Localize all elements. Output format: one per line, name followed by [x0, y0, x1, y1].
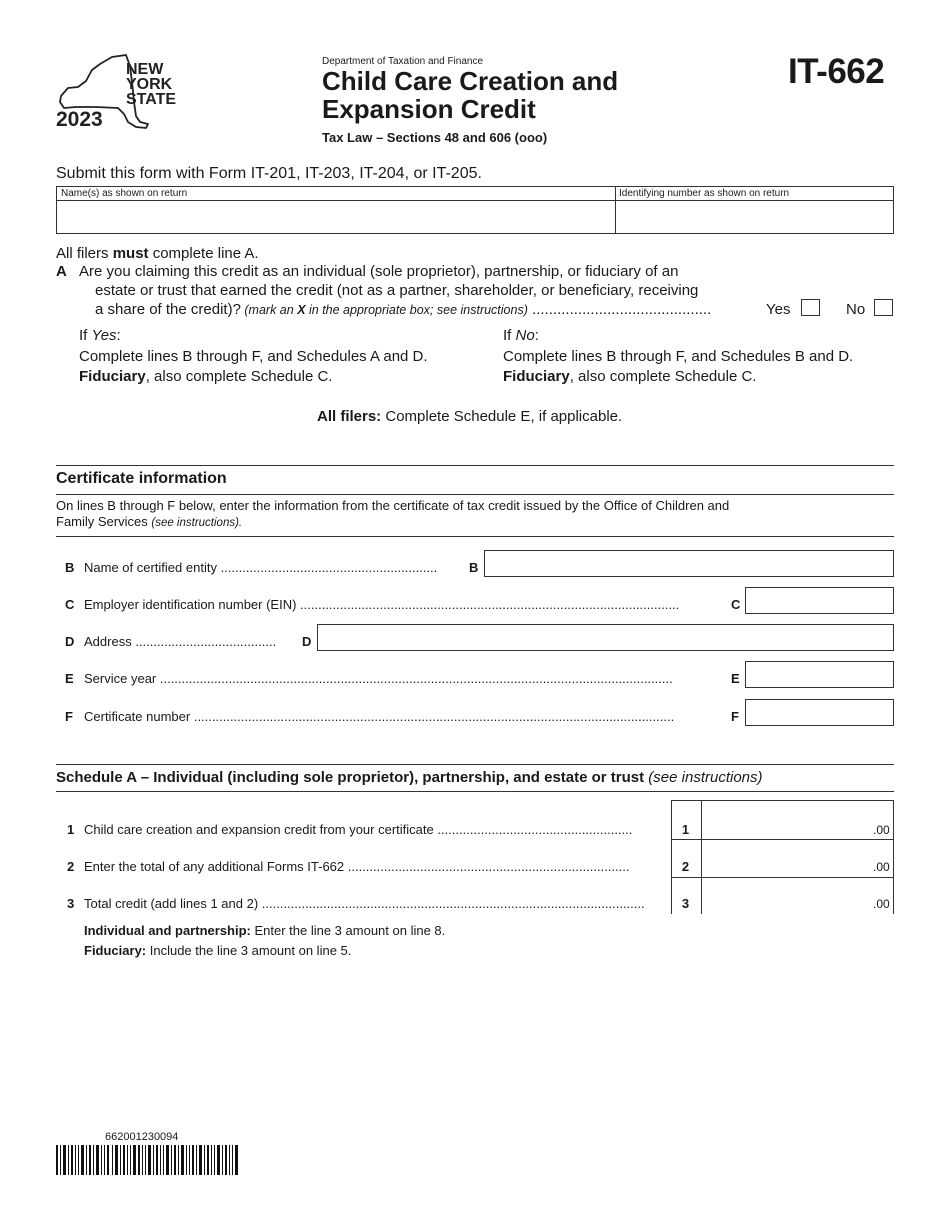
line-2-label — [84, 859, 666, 874]
q3-dots: ........................................... — [527, 301, 712, 318]
line-d-label — [84, 634, 294, 649]
line-e-text: Service year — [84, 671, 157, 686]
line-2-amount-input[interactable] — [701, 839, 873, 875]
line-a-q2: estate or trust that earned the credit (not as a partner, shareholder, or beneficiary, receiving — [95, 282, 699, 299]
barcode — [56, 1145, 240, 1175]
line-b-text: Name of certified entity — [84, 560, 217, 575]
line-f-letter: F — [65, 709, 73, 724]
yes-line2 — [79, 368, 332, 385]
schedule-a-note-1 — [84, 923, 445, 938]
submit-note: Submit this form with Form IT-201, IT-203, IT-204, or IT-205. — [56, 165, 482, 182]
tax-law: Tax Law – Sections 48 and 606 (ooo) — [322, 130, 548, 145]
line-c-label — [84, 597, 724, 612]
q3-note-post: in the appropriate box; see instructions) — [305, 303, 528, 317]
name-input[interactable] — [61, 203, 611, 233]
line-1-label — [84, 822, 666, 837]
q3-note-pre: (mark an — [240, 303, 298, 317]
line-c-box-letter: C — [731, 597, 741, 612]
if-yes-heading — [79, 327, 121, 344]
if-yes-word: Yes — [91, 327, 117, 344]
line-b-label — [84, 560, 462, 575]
if-no-colon: : — [534, 327, 539, 344]
schedule-a-title-note: (see instructions) — [644, 769, 763, 786]
line-f-dots: ..................................................................................................................................... — [190, 709, 675, 724]
yes-label: Yes — [766, 301, 791, 318]
name-label: Name(s) as shown on return — [57, 187, 615, 201]
if-yes-pre: If — [79, 327, 92, 344]
cert-title-rule — [56, 494, 894, 495]
address-input[interactable] — [317, 624, 894, 651]
line-1-number: 1 — [67, 822, 75, 837]
barcode-icon — [56, 1145, 240, 1175]
q3-text: a share of the credit)? — [95, 301, 241, 318]
id-label: Identifying number as shown on return — [615, 187, 893, 201]
if-yes-colon: : — [116, 327, 121, 344]
line-1-box-number: 1 — [681, 822, 690, 837]
line-b-dots: ............................................................ — [216, 560, 438, 575]
all-filers-rest: Complete Schedule E, if applicable. — [381, 408, 623, 425]
note1-rest: Enter the line 3 amount on line 8. — [250, 923, 446, 938]
line-f-box-letter: F — [731, 709, 739, 724]
cert-desc2 — [56, 514, 242, 529]
intro-bold: must — [112, 245, 149, 262]
line-e-label — [84, 671, 724, 686]
line-f-text: Certificate number — [84, 709, 191, 724]
certified-entity-name-input[interactable] — [484, 550, 894, 577]
line-3-box-number: 3 — [681, 896, 690, 911]
line-c-text: Employer identification number (EIN) — [84, 597, 297, 612]
yes-line2-rest: , also complete Schedule C. — [145, 368, 333, 385]
intro-post: complete line A. — [148, 245, 259, 262]
line-e-box-letter: E — [731, 671, 740, 686]
line-a-q1: Are you claiming this credit as an individual (sole proprietor), partnership, or fiduciary of an — [79, 263, 679, 280]
no-line1: Complete lines B through F, and Schedules B and D. — [503, 348, 854, 365]
service-year-input[interactable] — [745, 661, 894, 688]
line-e-letter: E — [65, 671, 74, 686]
no-checkbox[interactable] — [874, 299, 893, 316]
cert-desc2-note: (see instructions). — [151, 517, 243, 529]
id-input[interactable] — [619, 203, 891, 233]
name-id-box — [56, 186, 894, 234]
line-3-number: 3 — [67, 896, 75, 911]
yes-checkbox[interactable] — [801, 299, 820, 316]
schedule-a-note-2 — [84, 943, 351, 958]
line-3-text: Total credit (add lines 1 and 2) — [84, 896, 259, 911]
if-no-heading — [503, 327, 539, 344]
no-line2 — [503, 368, 756, 385]
form-title-line2: Expansion Credit — [322, 94, 536, 124]
form-year: 2023 — [56, 108, 103, 131]
num-row1-rule — [672, 839, 701, 840]
no-line2-bold: Fiduciary — [503, 368, 570, 385]
ein-input[interactable] — [745, 587, 894, 614]
no-label: No — [846, 301, 866, 318]
line-d-letter: D — [65, 634, 75, 649]
line-f-label — [84, 709, 724, 724]
line-1-amount-input[interactable] — [701, 801, 873, 837]
num-row2-rule — [672, 877, 701, 878]
line-1-text: Child care creation and expansion credit from your certificate — [84, 822, 434, 837]
name-id-divider — [615, 187, 616, 233]
cert-desc2-pre: Family Services — [56, 514, 152, 529]
line-a-q3 — [95, 301, 711, 318]
note1-bold: Individual and partnership: — [84, 923, 251, 938]
line-3-dots: .......................................................................................................... — [258, 896, 645, 911]
q3-note — [241, 303, 528, 317]
yes-line1: Complete lines B through F, and Schedules A and D. — [79, 348, 428, 365]
line-3-cents: .00 — [873, 897, 890, 911]
certificate-number-input[interactable] — [745, 699, 894, 726]
barcode-number: 662001230094 — [105, 1131, 179, 1143]
form-number: IT-662 — [788, 52, 885, 91]
cert-section-title: Certificate information — [56, 470, 227, 487]
line-3-label — [84, 896, 666, 911]
all-filers-note — [317, 408, 622, 425]
form-title — [322, 67, 618, 123]
line-3-amount-input[interactable] — [701, 877, 873, 913]
line-a-intro — [56, 245, 259, 262]
schedule-a-title-bold: Schedule A – Individual (including sole proprietor), partnership, and estate or trust — [56, 769, 645, 786]
line-d-dots: ....................................... — [131, 634, 277, 649]
all-filers-bold: All filers: — [317, 408, 382, 425]
line-2-cents: .00 — [873, 860, 890, 874]
line-c-dots: ......................................................................................................... — [296, 597, 680, 612]
line-b-letter: B — [65, 560, 75, 575]
line-a-letter: A — [56, 263, 67, 280]
form-title-line1: Child Care Creation and — [322, 66, 619, 96]
if-no-word: No — [515, 327, 535, 344]
if-no-pre: If — [503, 327, 516, 344]
cert-desc-rule — [56, 536, 894, 537]
line-2-text: Enter the total of any additional Forms IT-662 — [84, 859, 345, 874]
cert-top-rule — [56, 465, 894, 466]
nys-logo — [56, 52, 186, 132]
state-name — [126, 62, 182, 107]
note2-bold: Fiduciary: — [84, 943, 147, 958]
schedule-a-top-rule — [56, 764, 894, 765]
schedule-a-title-rule — [56, 791, 894, 792]
line-2-box-number: 2 — [681, 859, 690, 874]
department: Department of Taxation and Finance — [322, 56, 484, 67]
line-2-dots: .............................................................................. — [344, 859, 630, 874]
line-c-letter: C — [65, 597, 75, 612]
state-name-text: NEW YORK STATE — [126, 61, 177, 108]
yes-line2-bold: Fiduciary — [79, 368, 146, 385]
line-d-text: Address — [84, 634, 132, 649]
intro-pre: All filers — [56, 245, 113, 262]
line-1-dots: ...................................................... — [433, 822, 633, 837]
q3-note-x: X — [297, 303, 306, 317]
line-b-box-letter: B — [469, 560, 479, 575]
note2-rest: Include the line 3 amount on line 5. — [146, 943, 352, 958]
line-d-box-letter: D — [302, 634, 312, 649]
cert-desc1: On lines B through F below, enter the information from the certificate of tax credit issued by the Office of Children and — [56, 498, 730, 513]
schedule-a-title — [56, 769, 763, 786]
no-line2-rest: , also complete Schedule C. — [569, 368, 757, 385]
line-e-dots: .............................................................................................................................................. — [156, 671, 673, 686]
line-2-number: 2 — [67, 859, 75, 874]
line-1-cents: .00 — [873, 823, 890, 837]
